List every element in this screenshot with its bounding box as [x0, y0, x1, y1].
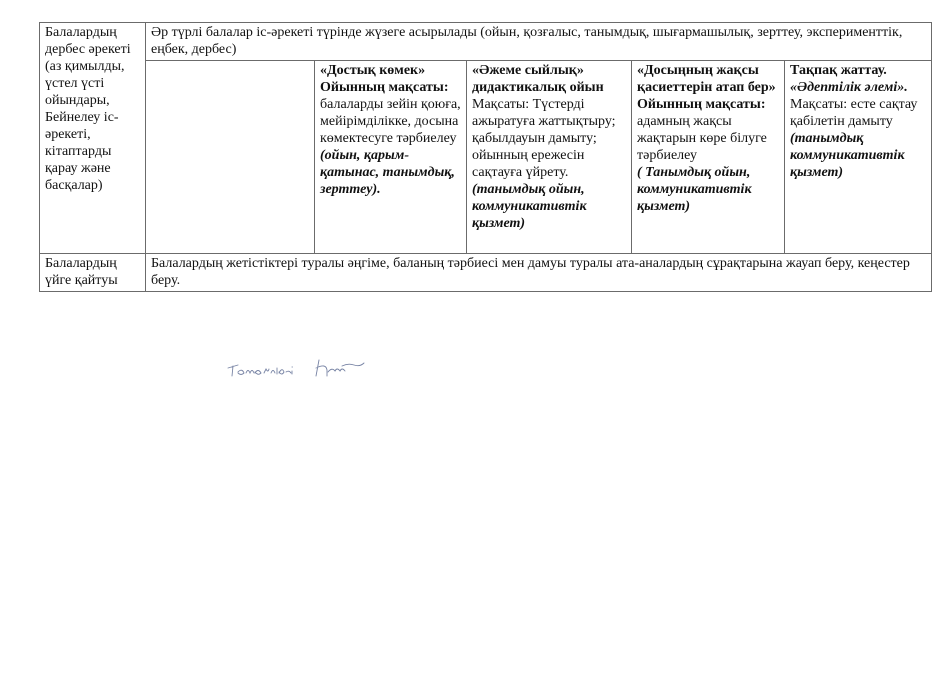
- activity-cell: [315, 61, 467, 254]
- table-row: [40, 23, 932, 61]
- activity-title: Тақпақ жаттау.: [790, 63, 887, 78]
- going-home-description: Балалардың жетістіктері туралы әңгіме, баланың тәрбиесі мен дамуы туралы ата-аналардың сұрақтарына жауап беру, кеңестер беру.: [146, 254, 932, 292]
- activity-title: «Досыңның жақсы қасиеттерін атап бер» Ойынның мақсаты:: [637, 63, 776, 112]
- activity-subtitle: «Әдептілік әлемі».: [790, 80, 908, 95]
- row-label-independent: Балалардың дербес әрекеті (аз қимылды, үстел үсті ойындары, Бейнелеу іс-әрекеті, кітаптарды қарау және басқалар): [40, 23, 146, 254]
- activity-cell: [785, 61, 932, 254]
- daily-plan-table: [39, 22, 932, 292]
- goal-text: адамның жақсы жақтарын көре білуге тәрбиелеу: [637, 114, 767, 163]
- handwritten-signature: [224, 352, 374, 386]
- activity-cell: [467, 61, 632, 254]
- goal-text: Мақсаты: есте сақтау қабілетін дамыту: [790, 97, 918, 129]
- activity-title: «Достық көмек»: [320, 63, 426, 78]
- activity-cell: [632, 61, 785, 254]
- goal-heading: Ойынның мақсаты:: [320, 80, 449, 95]
- independent-description: Әр түрлі балалар іс-әрекеті түрінде жүзеге асырылады (ойын, қозғалыс, танымдық, шығармашылық, зерттеу, эксперименттік, еңбек, дербес): [146, 23, 932, 61]
- table-row: [40, 254, 932, 292]
- goal-text: Мақсаты: Түстерді ажыратуға жаттықтыру; қабылдауын дамыту; ойынның ережесін сақтауға үйрету.: [472, 97, 616, 180]
- activity-tags: (танымдық коммуникативтік қызмет): [790, 131, 905, 180]
- activity-tags: ( Танымдық ойын, коммуникативтік қызмет): [637, 165, 752, 214]
- activity-title: «Әжеме сыйлық» дидактикалық ойын: [472, 63, 604, 95]
- row-label-going-home: Балалардың үйге қайтуы: [40, 254, 146, 292]
- activity-tags: (ойын, қарым-қатынас, танымдық, зерттеу).: [320, 148, 455, 197]
- goal-text: балаларды зейін қоюға, мейірімділікке, досына көмектесуге тәрбиелеу: [320, 97, 461, 146]
- empty-cell: [146, 61, 315, 254]
- table-row: [40, 61, 932, 254]
- activity-tags: (танымдық ойын, коммуникативтік қызмет): [472, 182, 587, 231]
